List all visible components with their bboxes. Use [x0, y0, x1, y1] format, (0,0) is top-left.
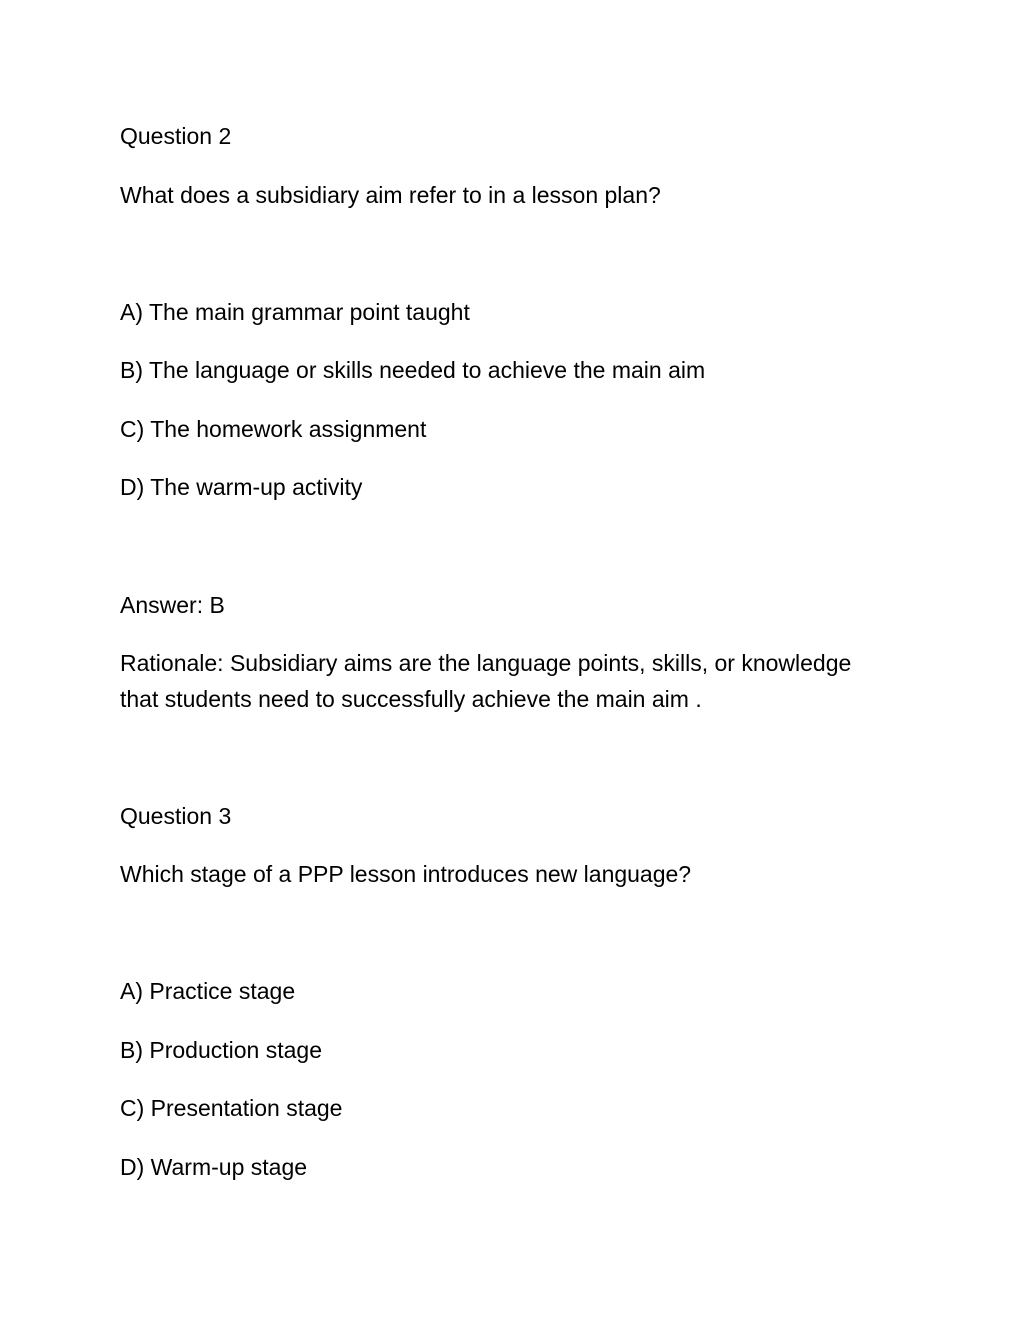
- question-3-option-a: A) Practice stage: [120, 978, 296, 1004]
- question-2-rationale-line-1: Rationale: Subsidiary aims are the language points, skills, or knowledge: [120, 650, 852, 676]
- question-2-option-a: A) The main grammar point taught: [120, 299, 470, 325]
- question-2-heading: Question 2: [120, 123, 232, 149]
- question-2-prompt: What does a subsidiary aim refer to in a lesson plan?: [120, 182, 661, 208]
- question-2-option-c: C) The homework assignment: [120, 416, 427, 442]
- question-2-option-d: D) The warm-up activity: [120, 474, 363, 500]
- question-3-heading: Question 3: [120, 803, 232, 829]
- question-3-option-c: C) Presentation stage: [120, 1095, 343, 1121]
- question-2-option-b: B) The language or skills needed to achieve the main aim: [120, 357, 706, 383]
- question-3-option-b: B) Production stage: [120, 1037, 323, 1063]
- question-3-option-d: D) Warm-up stage: [120, 1154, 308, 1180]
- question-3-prompt: Which stage of a PPP lesson introduces new language?: [120, 861, 692, 887]
- question-2-answer: Answer: B: [120, 592, 225, 618]
- question-2-rationale-line-2: that students need to successfully achieve the main aim .: [120, 686, 702, 712]
